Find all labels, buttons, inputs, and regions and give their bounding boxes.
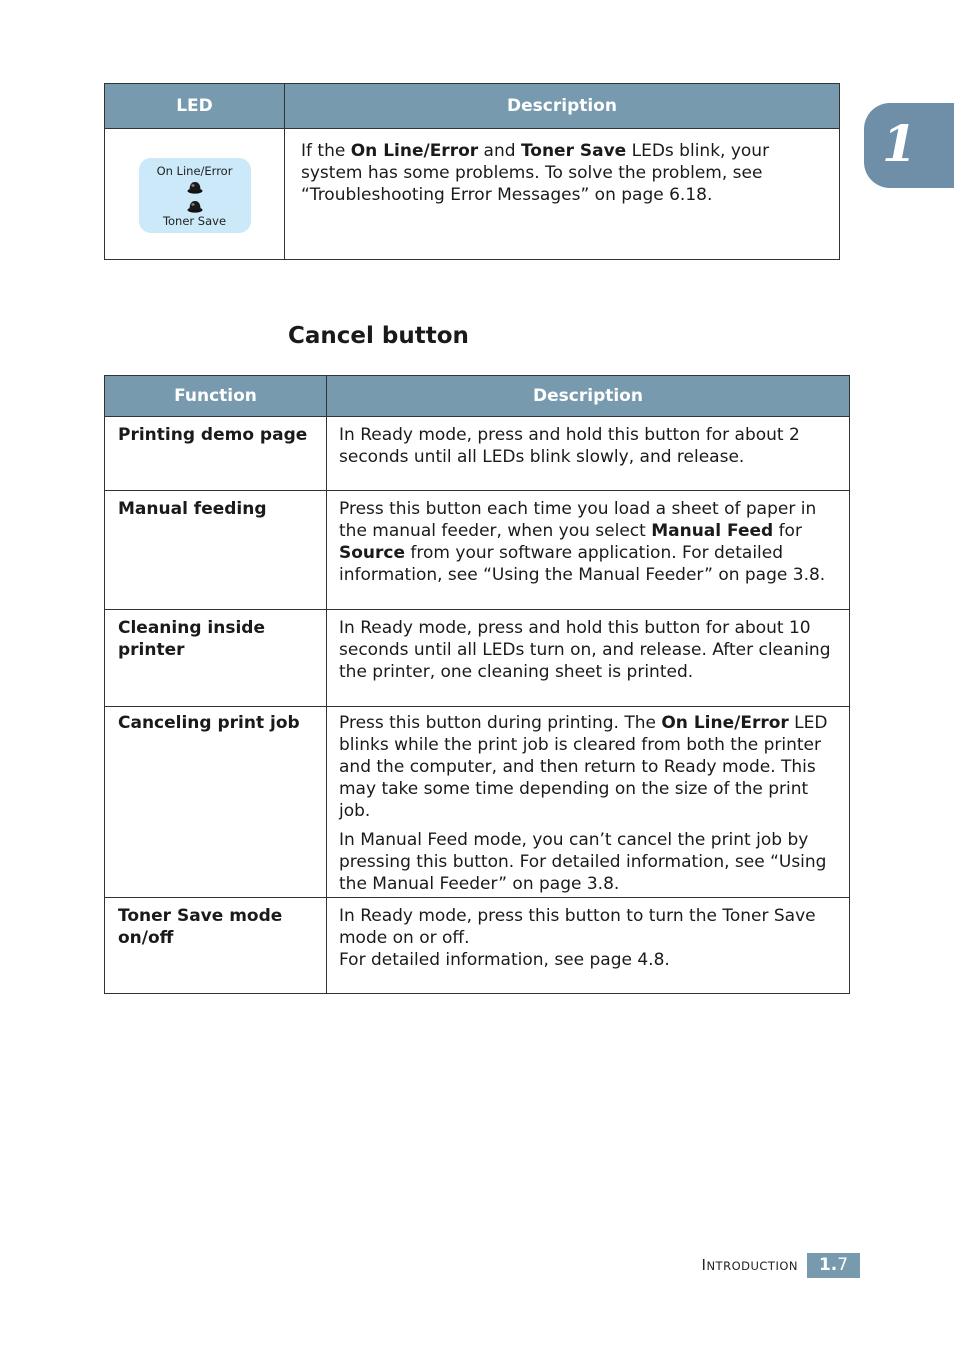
desc-text: from your software application. For detailed information, see “Using the Manual Feeder” on page 3.8. — [339, 543, 826, 585]
led-panel-illustration — [139, 158, 251, 233]
description-column-header: Description — [285, 84, 840, 129]
description-line: For detailed information, see page 4.8. — [339, 950, 670, 970]
page-footer — [600, 1253, 860, 1278]
function-cell: Cleaning inside printer — [105, 610, 327, 707]
led-table-row — [105, 129, 840, 260]
desc-text: Press this button during printing. The — [339, 713, 662, 733]
description-cell: In Ready mode, press and hold this button for about 2 seconds until all LEDs blink slowly, and release. — [327, 417, 850, 491]
chapter-tab — [864, 103, 954, 188]
led-cell — [105, 129, 285, 260]
led-description-cell — [285, 129, 840, 260]
description-cell — [327, 898, 850, 994]
function-cell: Manual feeding — [105, 491, 327, 610]
description-cell — [327, 491, 850, 610]
desc-bold-toner-save: Toner Save — [520, 141, 627, 161]
description-line: In Ready mode, press this button to turn the Toner Save mode on or off. — [339, 906, 816, 948]
description-paragraph — [339, 712, 839, 822]
function-column-header: Function — [105, 376, 327, 417]
cancel-table-header-row — [105, 376, 850, 417]
led-column-header: LED — [105, 84, 285, 129]
desc-text: LEDs blink, your system has some problems. To solve the problem, see “Troubleshooting Error Messages” on page 6.18. — [301, 141, 770, 205]
desc-bold-manual-feed: Manual Feed — [651, 521, 774, 541]
online-error-label: On Line/Error — [156, 163, 233, 178]
cancel-button-heading: Cancel button — [288, 323, 469, 349]
led-table-header-row — [105, 84, 840, 129]
desc-text: LED blinks while the print job is cleared from both the printer and the computer, and then return to Ready mode. This may take some time depending on the size of the print job. — [339, 713, 828, 821]
function-cell: Canceling print job — [105, 707, 327, 898]
description-cell: In Ready mode, press and hold this button for about 10 seconds until all LEDs turn on, and release. After cleaning the printer, one cleaning sheet is printed. — [327, 610, 850, 707]
table-row — [105, 491, 850, 610]
table-row — [105, 417, 850, 491]
cancel-button-table — [104, 375, 850, 994]
led-light-icon — [187, 199, 203, 213]
page-chapter: 1. — [818, 1255, 838, 1275]
function-cell: Toner Save mode on/off — [105, 898, 327, 994]
page-number — [807, 1253, 860, 1278]
toner-save-label: Toner Save — [162, 213, 227, 228]
desc-bold-online-error: On Line/Error — [350, 141, 479, 161]
desc-text: If the — [301, 141, 351, 161]
description-paragraph: In Manual Feed mode, you can’t cancel the print job by pressing this button. For detailed information, see “Using the Manual Feeder” on page 3.8. — [339, 830, 827, 894]
page-index: 7 — [837, 1255, 849, 1275]
table-row — [105, 610, 850, 707]
led-light-icon — [187, 180, 203, 194]
description-cell — [327, 707, 850, 898]
section-initial: I — [701, 1256, 707, 1274]
led-table — [104, 83, 840, 260]
desc-bold-source: Source — [339, 543, 406, 563]
desc-text: Press this button each time you load a sheet of paper in the manual feeder, when you select — [339, 499, 817, 541]
desc-bold-online-error: On Line/Error — [661, 713, 789, 733]
function-cell: Printing demo page — [105, 417, 327, 491]
section-name — [702, 1256, 798, 1274]
description-column-header: Description — [327, 376, 850, 417]
desc-text: for — [773, 521, 802, 541]
table-row — [105, 898, 850, 994]
table-row — [105, 707, 850, 898]
chapter-number: 1 — [882, 114, 917, 173]
desc-text: and — [478, 141, 521, 161]
section-rest: NTRODUCTION — [706, 1259, 798, 1273]
